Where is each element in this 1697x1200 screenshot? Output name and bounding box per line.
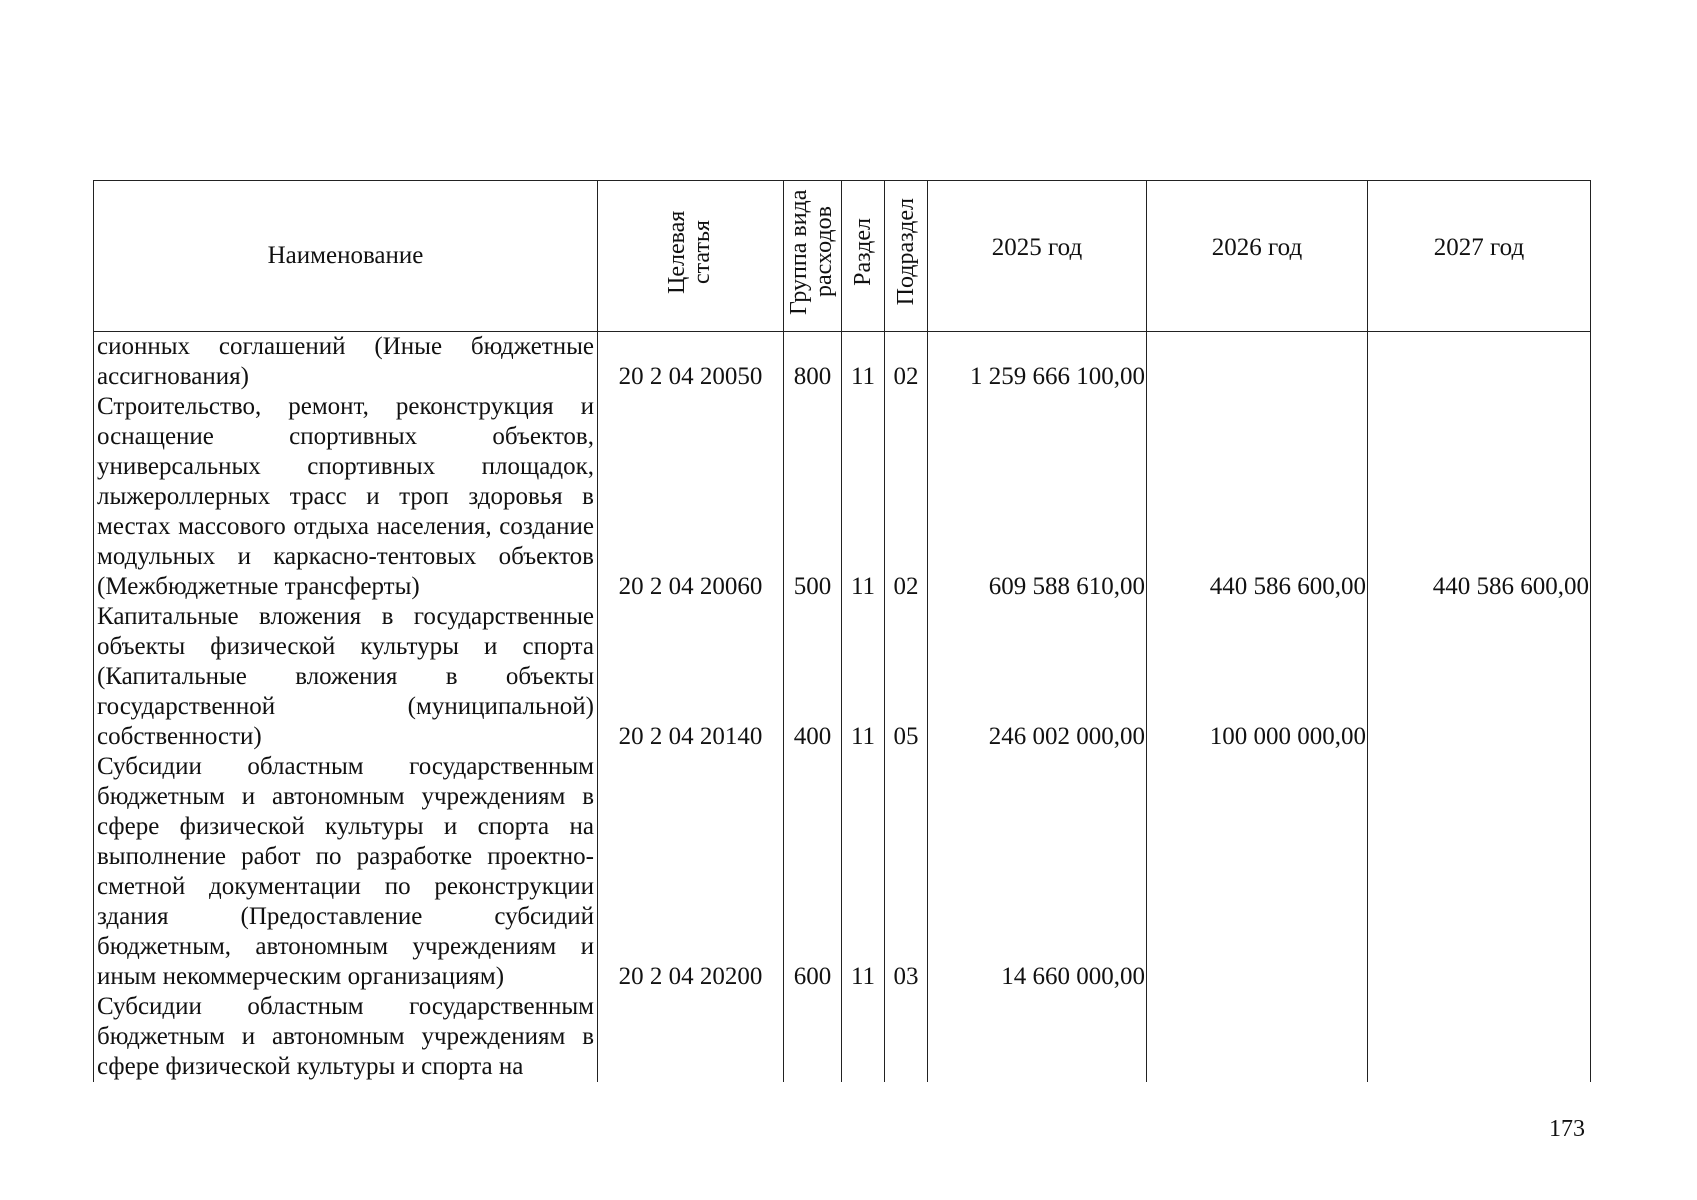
row-group: 800 <box>784 332 842 393</box>
row-2027: 440 586 600,00 <box>1368 392 1591 602</box>
table-row <box>94 602 1591 752</box>
row-2027 <box>1368 752 1591 992</box>
row-name: Строительство, ремонт, реконструкция и оснащение спортивных объектов, универсальных спортивных площадок, лыжероллерных трасс и троп здоровья в местах массового отдыха населения, создание модульных и каркасно-тентовых объектов (Межбюджетные трансферты) <box>94 392 598 602</box>
row-2027 <box>1368 332 1591 393</box>
header-target: Целевая статья <box>598 181 784 332</box>
row-2026 <box>1147 752 1368 992</box>
table-row <box>94 992 1591 1082</box>
header-subsection: Подраздел <box>885 181 928 332</box>
table-header-row <box>94 181 1591 332</box>
row-2026: 440 586 600,00 <box>1147 392 1368 602</box>
row-2026: 100 000 000,00 <box>1147 602 1368 752</box>
row-2026 <box>1147 992 1368 1082</box>
row-2025: 1 259 666 100,00 <box>928 332 1147 393</box>
row-2027 <box>1368 602 1591 752</box>
row-2025: 246 002 000,00 <box>928 602 1147 752</box>
header-section: Раздел <box>842 181 885 332</box>
row-2027 <box>1368 992 1591 1082</box>
row-name: Субсидии областным государственным бюджетным и автономным учреждениям в сфере физической культуры и спорта на выполнение работ по разработке проектно-сметной документации по реконструкции здания (Предоставление субсидий бюджетным, автономным учреждениям и иным некоммерческим организациям) <box>94 752 598 992</box>
row-target: 20 2 04 20200 <box>598 752 784 992</box>
row-name: сионных соглашений (Иные бюджетные ассигнования) <box>94 332 598 393</box>
row-target: 20 2 04 20050 <box>598 332 784 393</box>
row-target: 20 2 04 20060 <box>598 392 784 602</box>
row-section: 11 <box>842 752 885 992</box>
row-2026 <box>1147 332 1368 393</box>
row-subsection: 03 <box>885 752 928 992</box>
row-section <box>842 992 885 1082</box>
row-2025: 609 588 610,00 <box>928 392 1147 602</box>
header-name: Наименование <box>94 181 598 332</box>
header-group: Группа вида расходов <box>784 181 842 332</box>
row-group <box>784 992 842 1082</box>
row-group: 600 <box>784 752 842 992</box>
row-subsection <box>885 992 928 1082</box>
page-number: 173 <box>1549 1116 1585 1142</box>
header-2025: 2025 год <box>928 181 1147 332</box>
row-target <box>598 992 784 1082</box>
row-2025: 14 660 000,00 <box>928 752 1147 992</box>
row-group: 500 <box>784 392 842 602</box>
row-subsection: 02 <box>885 392 928 602</box>
row-section: 11 <box>842 332 885 393</box>
table-row <box>94 752 1591 992</box>
row-group: 400 <box>784 602 842 752</box>
header-2027: 2027 год <box>1368 181 1591 332</box>
row-name: Субсидии областным государственным бюджетным и автономным учреждениям в сфере физической культуры и спорта на <box>94 992 598 1082</box>
row-section: 11 <box>842 392 885 602</box>
header-2026: 2026 год <box>1147 181 1368 332</box>
budget-table <box>93 180 1591 1082</box>
table-row <box>94 332 1591 393</box>
row-name: Капитальные вложения в государственные объекты физической культуры и спорта (Капитальные вложения в объекты государственной (муниципальной) собственности) <box>94 602 598 752</box>
table-row <box>94 392 1591 602</box>
row-target: 20 2 04 20140 <box>598 602 784 752</box>
row-subsection: 05 <box>885 602 928 752</box>
row-2025 <box>928 992 1147 1082</box>
row-subsection: 02 <box>885 332 928 393</box>
row-section: 11 <box>842 602 885 752</box>
